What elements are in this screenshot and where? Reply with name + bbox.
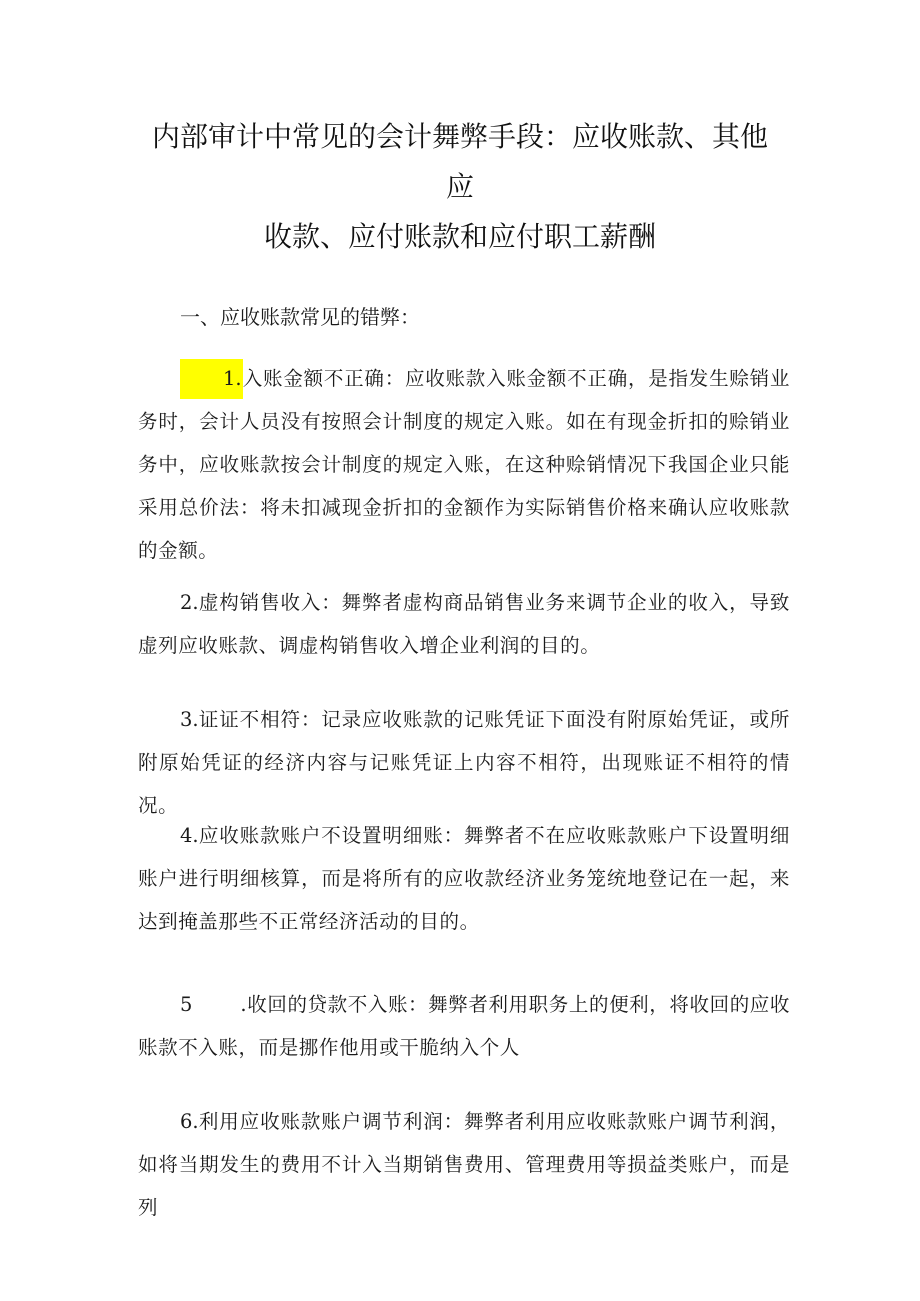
item-number: 6. bbox=[180, 1110, 199, 1133]
item-text: 收回的贷款不入账：舞弊者利用职务上的便利，将收回的应收账款不入账，而是挪作他用或干脆纳入个人 bbox=[138, 993, 790, 1059]
list-item bbox=[138, 581, 790, 667]
item-text: 虚构销售收入：舞弊者虚构商品销售业务来调节企业的收入，导致虚列应收账款、调虚构销售收入增企业利润的目的。 bbox=[138, 591, 790, 657]
title-line-2: 收款、应付账款和应付职工薪酬 bbox=[263, 220, 656, 253]
item-text: 利用应收账款账户调节利润：舞弊者利用应收账款账户调节利润，如将当期发生的费用不计入当期销售费用、管理费用等损益类账户，而是列 bbox=[138, 1110, 790, 1219]
item-number: 5 bbox=[180, 993, 193, 1016]
item-text: 入账金额不正确：应收账款入账金额不正确，是指发生赊销业务时，会计人员没有按照会计制度的规定入账。如在有现金折扣的赊销业务中，应收账款按会计制度的规定入账，在这种赊销情况下我国企业只能采用总价法：将未扣减现金折扣的金额作为实际销售价格来确认应收账款的金额。 bbox=[138, 367, 790, 562]
section-heading: 一、应收账款常见的错弊： bbox=[180, 305, 420, 329]
highlighted-item-number: 1. bbox=[180, 359, 243, 399]
list-item bbox=[138, 983, 790, 1069]
item-number: 2. bbox=[180, 591, 199, 614]
list-item bbox=[138, 1100, 790, 1229]
list-item bbox=[138, 814, 790, 943]
document-title bbox=[140, 112, 780, 262]
item-number: 4. bbox=[180, 824, 199, 847]
title-line-1: 内部审计中常见的会计舞弊手段：应收账款、其他应 bbox=[151, 120, 768, 203]
item-number-dot: . bbox=[240, 993, 248, 1016]
item-text: 应收账款账户不设置明细账：舞弊者不在应收账款账户下设置明细账户进行明细核算，而是将所有的应收款经济业务笼统地登记在一起，来达到掩盖那些不正常经济活动的目的。 bbox=[138, 824, 790, 933]
item-number: 3. bbox=[180, 708, 199, 731]
item-text: 证证不相符：记录应收账款的记账凭证下面没有附原始凭证，或所附原始凭证的经济内容与记账凭证上内容不相符，出现账证不相符的情况。 bbox=[138, 708, 790, 817]
list-item bbox=[138, 698, 790, 827]
list-item bbox=[138, 357, 790, 572]
